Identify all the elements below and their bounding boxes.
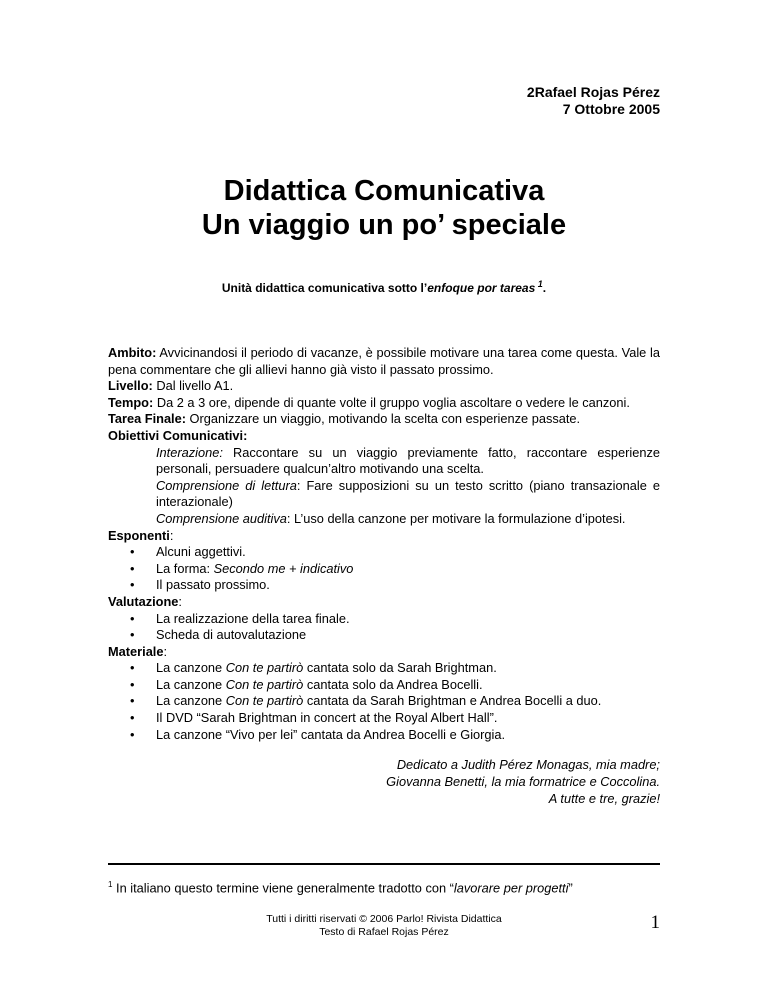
- footer-author: Testo di Rafael Rojas Pérez: [319, 926, 449, 938]
- materiale-label: Materiale: [108, 643, 164, 659]
- list-item: • Il DVD “Sarah Brightman in concert at the Royal Albert Hall”.: [156, 710, 660, 727]
- song-title: Con te partirò: [225, 660, 304, 676]
- title-line-2: Un viaggio un po’ speciale: [201, 209, 567, 241]
- footnote-marker: 1: [108, 880, 113, 889]
- footnote-end: ”: [568, 880, 573, 896]
- auditiva-paragraph: [108, 511, 660, 528]
- livello-label: Livello:: [108, 378, 153, 394]
- auditiva-text: : L’uso della canzone per motivare la formulazione d’ipotesi.: [286, 510, 626, 526]
- materiale-colon: :: [163, 643, 168, 659]
- obiettivi-label: Obiettivi Comunicativi:: [108, 427, 248, 443]
- list-item-text: cantata solo da Sarah Brightman.: [303, 660, 497, 676]
- tarea-finale-line: [108, 411, 660, 428]
- list-item-text: La canzone: [156, 676, 226, 692]
- subtitle-suffix: .: [542, 281, 547, 295]
- document-title: [0, 174, 768, 242]
- document-subtitle: [0, 279, 768, 295]
- interazione-text: Raccontare su un viaggio previamente fatto, raccontare esperienze personali, persuadere qualcun’altro motivando una scelta.: [156, 444, 660, 477]
- esponenti-label: Esponenti: [108, 527, 170, 543]
- list-item: • La canzone “Vivo per lei” cantata da Andrea Bocelli e Giorgia.: [156, 727, 660, 744]
- song-title: Con te partirò: [225, 676, 304, 692]
- valutazione-list: [108, 611, 660, 644]
- footnote-divider: [108, 863, 660, 865]
- livello-line: [108, 378, 660, 395]
- subtitle-italic: enfoque por tareas: [427, 281, 536, 295]
- ambito-paragraph: [108, 345, 660, 378]
- valutazione-colon: :: [178, 593, 182, 609]
- footer-copyright: Tutti i diritti riservati © 2006 Parlo! Rivista Didattica: [266, 913, 502, 925]
- subtitle-prefix: Unità didattica comunicativa sotto l’: [221, 281, 428, 295]
- materiale-list: [108, 660, 660, 743]
- list-item: • La realizzazione della tarea finale.: [156, 611, 660, 628]
- footnote-italic: lavorare per progetti: [453, 880, 569, 896]
- list-item: [156, 660, 660, 677]
- footnote-text: In italiano questo termine viene generalmente tradotto con “: [112, 880, 454, 896]
- list-item-text: cantata da Sarah Brightman e Andrea Bocelli a duo.: [303, 693, 602, 709]
- lettura-paragraph: [108, 478, 660, 511]
- list-item: [156, 693, 660, 710]
- dedication-line-3: A tutte e tre, grazie!: [548, 791, 660, 806]
- dedication-line-2: Giovanna Benetti, la mia formatrice e Coccolina.: [386, 774, 660, 789]
- lettura-label: Comprensione di lettura: [156, 477, 297, 493]
- interazione-paragraph: [108, 445, 660, 478]
- esponenti-heading: [108, 528, 660, 545]
- esponenti-list: [108, 544, 660, 594]
- auditiva-label: Comprensione auditiva: [156, 510, 287, 526]
- livello-text: Dal livello A1.: [152, 378, 234, 394]
- obiettivi-heading: [108, 428, 660, 445]
- list-item: • Alcuni aggettivi.: [156, 544, 660, 561]
- esponenti-colon: :: [169, 527, 174, 543]
- list-item: [156, 561, 660, 578]
- list-item-text: La canzone: [156, 660, 226, 676]
- tempo-line: [108, 395, 660, 412]
- ambito-text: Avvicinandosi il periodo di vacanze, è possibile motivare una tarea come questa. Vale la pena commentare che gli allievi hanno già visto il passato prossimo.: [108, 345, 660, 377]
- list-item-italic: Secondo me + indicativo: [213, 560, 354, 576]
- materiale-heading: [108, 644, 660, 661]
- page-number: 1: [650, 912, 660, 933]
- interazione-label: Interazione:: [156, 444, 223, 460]
- ambito-label: Ambito:: [108, 345, 157, 360]
- author-name: 2Rafael Rojas Pérez: [526, 84, 660, 100]
- valutazione-label: Valutazione: [108, 593, 179, 609]
- tarea-finale-text: Organizzare un viaggio, motivando la scelta con esperienze passate.: [186, 411, 581, 427]
- list-item-text: La canzone: [156, 693, 226, 709]
- dedication-line-1: Dedicato a Judith Pérez Monagas, mia madre;: [396, 757, 660, 772]
- tarea-finale-label: Tarea Finale:: [108, 411, 186, 427]
- tempo-text: Da 2 a 3 ore, dipende di quante volte il gruppo voglia ascoltare o vedere le canzoni.: [153, 394, 630, 410]
- song-title: Con te partirò: [225, 693, 304, 709]
- tempo-label: Tempo:: [108, 394, 154, 410]
- title-line-1: Didattica Comunicativa: [223, 175, 545, 207]
- list-item-text: La forma:: [156, 560, 214, 576]
- document-body: [108, 345, 660, 743]
- list-item: • Scheda di autovalutazione: [156, 627, 660, 644]
- list-item: • Il passato prossimo.: [156, 577, 660, 594]
- list-item: [156, 677, 660, 694]
- valutazione-heading: [108, 594, 660, 611]
- lettura-text: : Fare supposizioni su un testo scritto (piano transazionale e interazionale): [156, 477, 660, 510]
- header-author-date: [527, 84, 660, 118]
- dedication: [386, 756, 660, 807]
- document-date: 7 Ottobre 2005: [562, 101, 660, 117]
- footnote-ref[interactable]: 1: [537, 279, 543, 289]
- footnote: [108, 880, 573, 895]
- list-item-text: cantata solo da Andrea Bocelli.: [303, 676, 483, 692]
